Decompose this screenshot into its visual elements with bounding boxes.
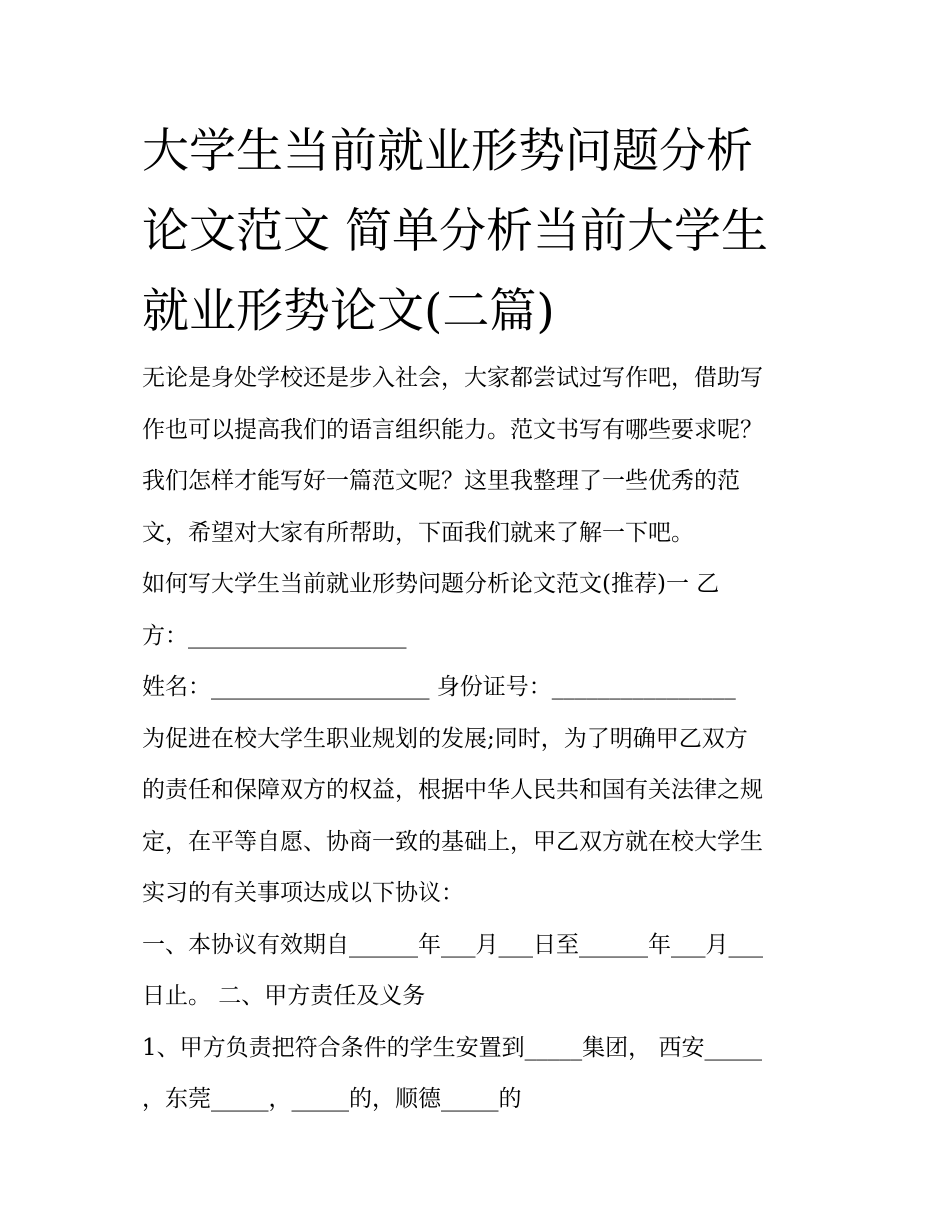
title-line: 就业形势论文(二篇) [142, 284, 555, 339]
body-line: 无论是身处学校还是步入社会，大家都尝试过写作吧，借助写 [142, 365, 763, 391]
body-line: 姓名：___________________ 身份证号：________________ [142, 674, 736, 700]
body-line: 我们怎样才能写好一篇范文呢？这里我整理了一些优秀的范 [142, 468, 740, 494]
body-line: 一、本协议有效期自______年___月___日至______年___月___ [142, 931, 763, 958]
body-line: 作也可以提高我们的语言组织能力。范文书写有哪些要求呢？ [142, 416, 763, 443]
body-line: 为促进在校大学生职业规划的发展;同时，为了明确甲乙双方 [142, 725, 748, 752]
body-line: ，东莞_____，_____的，顺德_____的 [142, 1086, 522, 1112]
body-line: 文，希望对大家有所帮助，下面我们就来了解一下吧。 [142, 519, 694, 546]
document-title [142, 112, 814, 352]
body-line: 方：___________________ [142, 622, 407, 649]
body-line: 1、甲方负责把符合条件的学生安置到_____集团， 西安_____ [142, 1034, 762, 1061]
title-line: 大学生当前就业形势问题分析 [142, 124, 753, 179]
title-line: 论文范文 简单分析当前大学生 [142, 204, 768, 259]
body-line: 如何写大学生当前就业形势问题分析论文范文(推荐)一 乙 [142, 571, 720, 597]
body-line: 实习的有关事项达成以下协议： [142, 880, 464, 906]
body-line: 的责任和保障双方的权益，根据中华人民共和国有关法律之规 [142, 777, 763, 803]
document-body [142, 353, 814, 1126]
body-line: 定，在平等自愿、协商一致的基础上，甲乙双方就在校大学生 [142, 828, 763, 855]
body-line: 日止。 二、甲方责任及义务 [142, 983, 426, 1009]
